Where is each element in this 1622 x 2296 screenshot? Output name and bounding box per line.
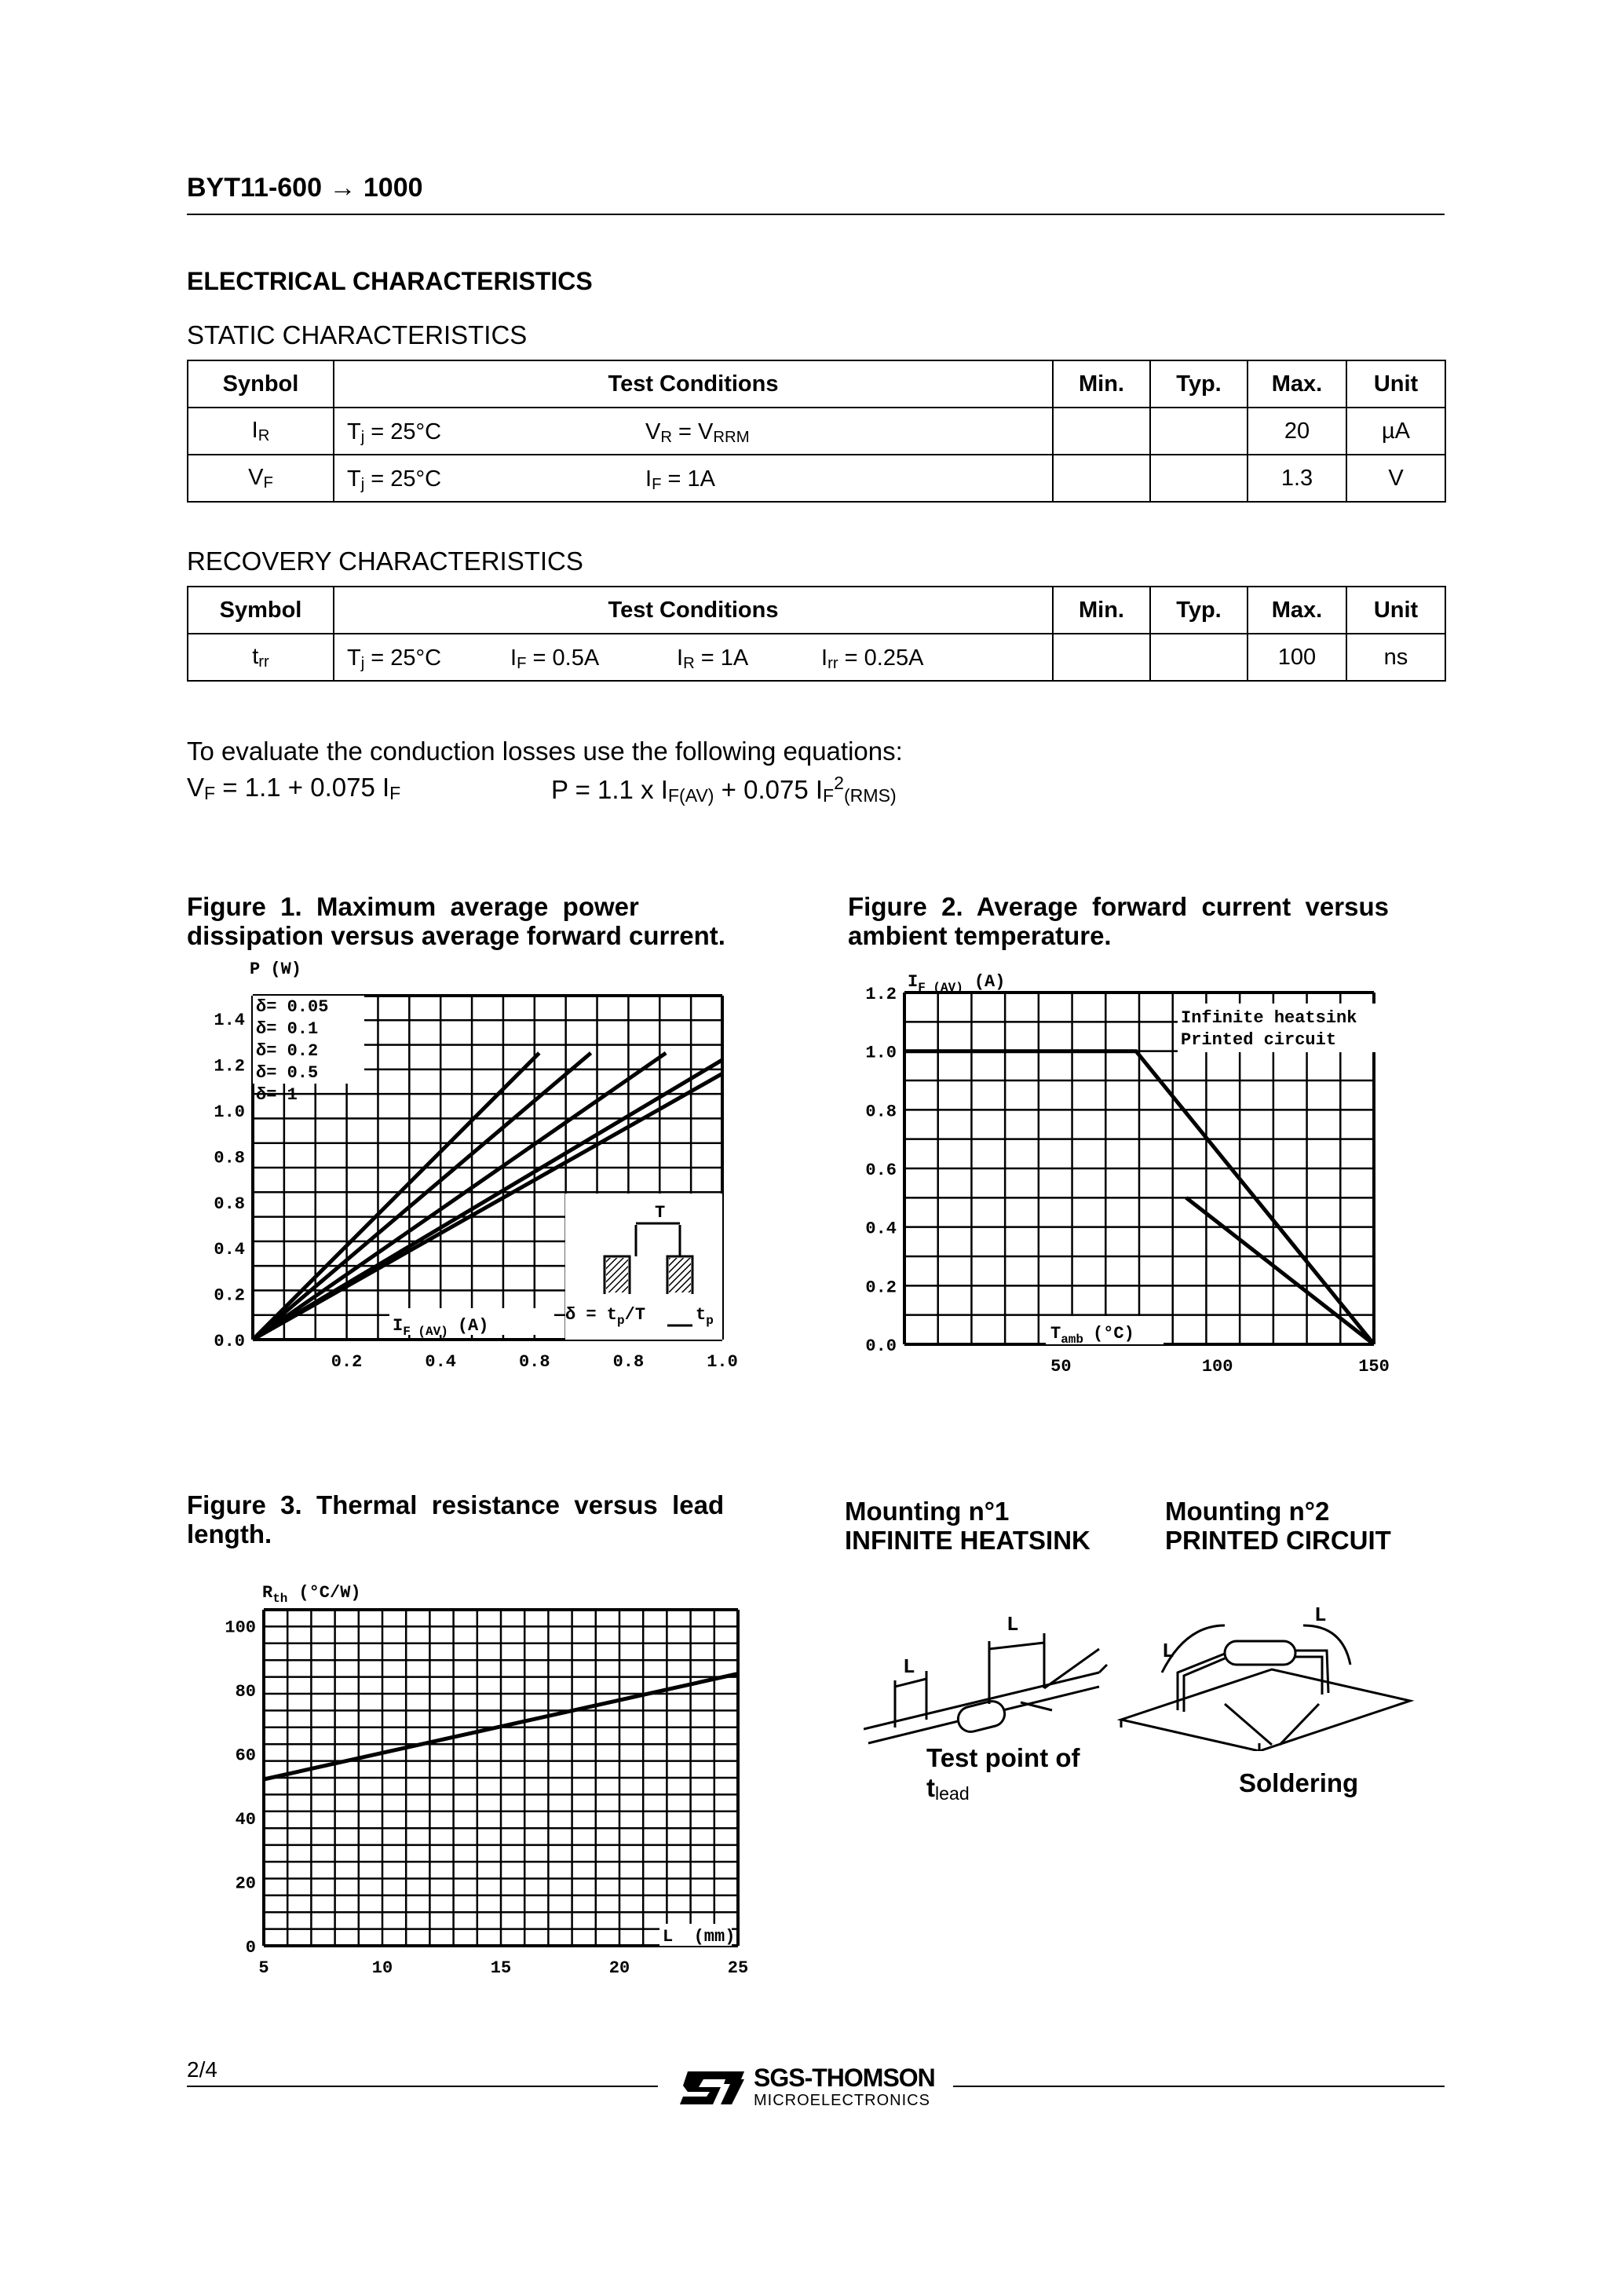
table-row xyxy=(188,455,1445,502)
mounting1-L2: L xyxy=(1006,1613,1019,1636)
x-tick-label: 25 xyxy=(727,1958,749,1978)
x-tick-label: 100 xyxy=(1201,1357,1233,1377)
soldering-label: Soldering xyxy=(1239,1768,1359,1797)
y-tick-label: 0.2 xyxy=(865,1278,897,1298)
equations-intro: To evaluate the conduction losses use the following equations: xyxy=(187,737,903,766)
y-tick-label: 1.2 xyxy=(865,985,897,1004)
x-tick-label: 10 xyxy=(371,1958,393,1978)
table-row xyxy=(188,408,1445,455)
y-tick-label: 0.8 xyxy=(214,1148,245,1168)
figure3-caption: Figure 3. Thermal resistance versus lead length. xyxy=(187,1490,725,1548)
col-unit: Unit xyxy=(1346,360,1445,408)
footer-rule-left xyxy=(187,2086,658,2087)
col-max: Max. xyxy=(1248,360,1346,408)
table-row xyxy=(188,634,1445,681)
unit-cell: V xyxy=(1346,455,1445,502)
fig1-legend xyxy=(256,997,328,1105)
fig1-inset-duty: $\delta = t_p/T$ xyxy=(565,1305,646,1328)
fig1-ylabel: P (W) xyxy=(250,960,302,979)
test-point-label: Test point of $t_{lead}$ xyxy=(926,1743,1080,1804)
col-symbol: Symbol xyxy=(188,587,334,634)
series-line xyxy=(253,1053,591,1340)
y-tick-label: 80 xyxy=(235,1681,256,1702)
unit-cell: ns xyxy=(1346,634,1445,681)
x-tick-label: 0.4 xyxy=(425,1352,457,1372)
table-header-row xyxy=(188,587,1445,634)
recovery-characteristics-table xyxy=(187,586,1446,682)
typ-cell xyxy=(1150,455,1248,502)
figure1-caption: Figure 1. Maximum average power dissipation versus average forward current. xyxy=(187,892,725,950)
x-tick-label: 5 xyxy=(258,1958,269,1978)
col-typ: Typ. xyxy=(1150,587,1248,634)
mounting2-diagram xyxy=(1115,1594,1429,1751)
y-tick-label: 0.2 xyxy=(214,1285,245,1306)
y-tick-label: 0.8 xyxy=(214,1194,245,1214)
fig2-ylabel: $I_{F (AV)}$ (A) xyxy=(908,972,1006,995)
fig1-inset-tp: $t_p$ xyxy=(696,1305,714,1328)
y-tick-label: 1.0 xyxy=(865,1043,897,1063)
y-tick-label: 0 xyxy=(245,1938,256,1958)
legend-item: δ= 1 xyxy=(256,1085,298,1105)
col-max: Max. xyxy=(1248,587,1346,634)
conditions-cell: $T_j = 25^\circ C$ $I_F = 1A$ xyxy=(334,455,1053,502)
symbol-cell: $t_{rr}$ xyxy=(188,634,334,681)
col-test-conditions: Test Conditions xyxy=(334,360,1053,408)
legend-item: δ= 0.05 xyxy=(256,997,329,1017)
y-tick-label: 40 xyxy=(235,1809,256,1830)
symbol-cell: $I_R$ xyxy=(188,408,334,455)
col-test-conditions: Test Conditions xyxy=(334,587,1053,634)
fig1-xlabel: $I_{F (AV)}$ (A) xyxy=(393,1316,489,1339)
series-line xyxy=(1186,1197,1374,1344)
col-symbol: Synbol xyxy=(188,360,334,408)
x-tick-label: 20 xyxy=(608,1958,630,1978)
y-tick-label: 0.4 xyxy=(214,1240,245,1260)
fig3-ylabel: $R_{th}$ (°C/W) xyxy=(262,1583,361,1606)
brand-subtitle: MICROELECTRONICS xyxy=(754,2092,930,2109)
y-tick-label: 0.4 xyxy=(865,1219,897,1239)
conditions-cell: $T_j = 25^\circ C$ $I_F = 0.5A$ $I_R = 1A$ $I_{rr} = 0.25A$ xyxy=(334,634,1053,681)
max-cell: 20 xyxy=(1248,408,1346,455)
figure2-chart xyxy=(856,971,1421,1395)
static-characteristics-title: STATIC CHARACTERISTICS xyxy=(187,320,528,349)
min-cell xyxy=(1053,408,1150,455)
legend-item: Printed circuit xyxy=(1181,1030,1337,1050)
mounting1-L1: L xyxy=(903,1655,915,1679)
col-typ: Typ. xyxy=(1150,360,1248,408)
fig3-xlabel: L (mm) xyxy=(663,1927,736,1947)
figure2-caption: Figure 2. Average forward current versus ambient temperature. xyxy=(848,892,1389,950)
section-title: ELECTRICAL CHARACTERISTICS xyxy=(187,267,593,295)
y-tick-label: 20 xyxy=(235,1874,256,1894)
legend-item: δ= 0.5 xyxy=(256,1063,319,1083)
x-tick-label: 0.8 xyxy=(612,1352,645,1372)
max-cell: 1.3 xyxy=(1248,455,1346,502)
header-divider xyxy=(187,214,1445,215)
document-title: BYT11-600 → 1000 xyxy=(187,173,423,203)
x-tick-label: 1.0 xyxy=(707,1352,738,1372)
y-tick-label: 0.6 xyxy=(865,1161,897,1180)
min-cell xyxy=(1053,455,1150,502)
equation-power: P = 1.1 x $I_{F(AV)} + 0.075$ $I_F^2_{(RMS)}$ xyxy=(551,773,897,806)
st-logo-icon xyxy=(677,2068,747,2106)
unit-cell: µA xyxy=(1346,408,1445,455)
y-tick-label: 0.0 xyxy=(214,1332,245,1351)
legend-item: δ= 0.2 xyxy=(256,1041,319,1061)
y-tick-label: 60 xyxy=(235,1746,256,1766)
max-cell: 100 xyxy=(1248,634,1346,681)
legend-item: Infinite heatsink xyxy=(1181,1008,1357,1028)
x-tick-label: 50 xyxy=(1050,1357,1072,1377)
x-tick-label: 150 xyxy=(1358,1357,1390,1377)
symbol-cell: $V_F$ xyxy=(188,455,334,502)
y-tick-label: 1.0 xyxy=(214,1102,245,1122)
y-tick-label: 0.0 xyxy=(865,1336,897,1356)
conditions-cell: $T_j = 25^\circ C$ $V_R = V_{RRM}$ xyxy=(334,408,1053,455)
y-tick-label: 0.8 xyxy=(865,1102,897,1122)
page-number: 2/4 xyxy=(187,2057,217,2082)
x-tick-label: 15 xyxy=(490,1958,512,1978)
col-min: Min. xyxy=(1053,360,1150,408)
x-tick-label: 0.8 xyxy=(518,1352,550,1372)
legend-item: δ= 0.1 xyxy=(256,1019,319,1039)
y-tick-label: 1.4 xyxy=(214,1011,245,1031)
footer-rule-right xyxy=(953,2086,1445,2087)
mounting2-L2: L xyxy=(1314,1603,1327,1627)
y-tick-label: 1.2 xyxy=(214,1056,245,1077)
mounting2-L1: L xyxy=(1162,1640,1174,1663)
col-unit: Unit xyxy=(1346,587,1445,634)
table-header-row xyxy=(188,360,1445,408)
typ-cell xyxy=(1150,408,1248,455)
equation-vf: $V_F = 1.1 + 0.075$ $I_F$ xyxy=(187,773,401,803)
figure1-chart xyxy=(196,958,762,1382)
col-min: Min. xyxy=(1053,587,1150,634)
mounting1-diagram xyxy=(864,1594,1123,1751)
fig1-inset-period: T xyxy=(655,1203,666,1223)
static-characteristics-table xyxy=(187,360,1446,503)
typ-cell xyxy=(1150,634,1248,681)
y-tick-label: 100 xyxy=(225,1618,256,1638)
figure3-chart xyxy=(212,1574,762,1998)
mounting1-title: Mounting n°1 INFINITE HEATSINK xyxy=(845,1497,1090,1555)
x-tick-label: 0.2 xyxy=(331,1352,363,1372)
fig2-xlabel: $T_{amb}$ (°C) xyxy=(1050,1324,1134,1347)
recovery-characteristics-title: RECOVERY CHARACTERISTICS xyxy=(187,547,583,576)
mounting2-title: Mounting n°2 PRINTED CIRCUIT xyxy=(1165,1497,1391,1555)
brand-name: SGS-THOMSON xyxy=(754,2064,935,2092)
min-cell xyxy=(1053,634,1150,681)
